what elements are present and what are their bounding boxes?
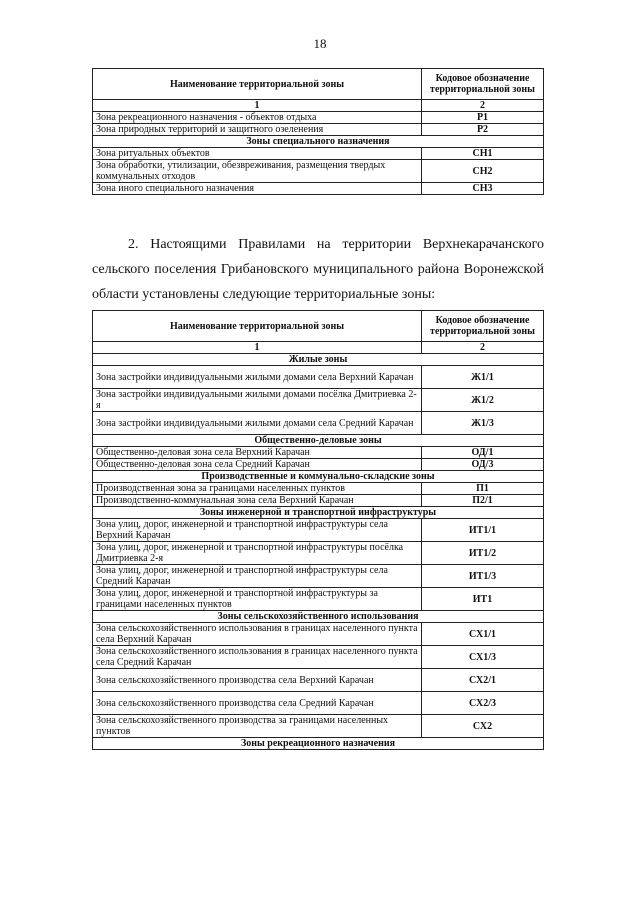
zone-code: ОД/3	[422, 459, 544, 471]
column-numbering-row	[93, 342, 544, 354]
table-row	[93, 565, 544, 588]
zone-name: Зона сельскохозяйственного производства села Верхний Карачан	[93, 669, 422, 692]
zone-code: СХ1/3	[422, 646, 544, 669]
group-header-row	[93, 435, 544, 447]
column-number: 1	[93, 100, 422, 112]
table-row	[93, 692, 544, 715]
zone-code: Р2	[422, 124, 544, 136]
zone-code: ИТ1/1	[422, 519, 544, 542]
page-number: 18	[313, 36, 327, 51]
zone-code: П1	[422, 483, 544, 495]
zones-table-continued	[92, 68, 544, 195]
zone-name: Зона улиц, дорог, инженерной и транспортной инфраструктуры села Верхний Карачан	[93, 519, 422, 542]
table-row	[93, 124, 544, 136]
group-header-row	[93, 507, 544, 519]
zone-name: Зона рекреационного назначения - объектов отдыха	[93, 112, 422, 124]
table-row	[93, 715, 544, 738]
zone-name: Зона сельскохозяйственного использования в границах населенного пункта села Средний Карачан	[93, 646, 422, 669]
group-header-row	[93, 354, 544, 366]
table-row	[93, 447, 544, 459]
zone-code: СХ2/1	[422, 669, 544, 692]
zone-code: Р1	[422, 112, 544, 124]
zone-code: Ж1/2	[422, 389, 544, 412]
zone-name: Зона ритуальных объектов	[93, 148, 422, 160]
zone-name: Зона улиц, дорог, инженерной и транспортной инфраструктуры за границами населенных пунктов	[93, 588, 422, 611]
group-header-row	[93, 136, 544, 148]
zone-name: Зона иного специального назначения	[93, 183, 422, 195]
zone-name: Зона застройки индивидуальными жилыми домами села Средний Карачан	[93, 412, 422, 435]
group-title: Жилые зоны	[93, 354, 544, 366]
table-header-row	[93, 311, 544, 342]
zones-table	[92, 310, 544, 750]
header-zone-code: Кодовое обозначение территориальной зоны	[422, 311, 544, 342]
header-zone-name: Наименование территориальной зоны	[93, 311, 422, 342]
zone-code: СХ1/1	[422, 623, 544, 646]
group-header-row	[93, 611, 544, 623]
zone-name: Производственная зона за границами населенных пунктов	[93, 483, 422, 495]
table-row	[93, 646, 544, 669]
zone-name: Зона сельскохозяйственного производства за границами населенных пунктов	[93, 715, 422, 738]
zone-name: Общественно-деловая зона села Верхний Карачан	[93, 447, 422, 459]
zone-name: Общественно-деловая зона села Средний Карачан	[93, 459, 422, 471]
group-header-row	[93, 738, 544, 750]
zone-code: Ж1/3	[422, 412, 544, 435]
group-title: Зоны рекреационного назначения	[93, 738, 544, 750]
zone-code: СН1	[422, 148, 544, 160]
zone-code: СН3	[422, 183, 544, 195]
table-row	[93, 588, 544, 611]
zone-name: Зона улиц, дорог, инженерной и транспортной инфраструктуры посёлка Дмитриевка 2-я	[93, 542, 422, 565]
zone-code: ИТ1/3	[422, 565, 544, 588]
column-number: 2	[422, 100, 544, 112]
group-title: Зоны специального назначения	[93, 136, 544, 148]
zone-name: Зона застройки индивидуальными жилыми домами села Верхний Карачан	[93, 366, 422, 389]
zone-code: ИТ1	[422, 588, 544, 611]
zone-name: Зона улиц, дорог, инженерной и транспортной инфраструктуры села Средний Карачан	[93, 565, 422, 588]
table-row	[93, 495, 544, 507]
table-row	[93, 519, 544, 542]
table-row	[93, 542, 544, 565]
group-title: Общественно-деловые зоны	[93, 435, 544, 447]
group-title: Производственные и коммунально-складские зоны	[93, 471, 544, 483]
table-row	[93, 183, 544, 195]
table-row	[93, 148, 544, 160]
table-header-row	[93, 69, 544, 100]
body-paragraph: 2. Настоящими Правилами на территории Верхнекарачанского сельского поселения Грибановского муниципального района Воронежской области установлены следующие территориальные зоны:	[92, 237, 544, 302]
table-row	[93, 483, 544, 495]
zone-name: Производственно-коммунальная зона села Верхний Карачан	[93, 495, 422, 507]
zone-name: Зона сельскохозяйственного использования в границах населенного пункта села Верхний Карачан	[93, 623, 422, 646]
zone-code: ОД/1	[422, 447, 544, 459]
zone-code: СН2	[422, 160, 544, 183]
zone-code: П2/1	[422, 495, 544, 507]
table-row	[93, 459, 544, 471]
zone-name: Зона природных территорий и защитного озеленения	[93, 124, 422, 136]
zone-name: Зона обработки, утилизации, обезвреживания, размещения твердых коммунальных отходов	[93, 160, 422, 183]
zone-name: Зона застройки индивидуальными жилыми домами посёлка Дмитриевка 2-я	[93, 389, 422, 412]
table-row	[93, 112, 544, 124]
column-numbering-row	[93, 100, 544, 112]
table-row	[93, 160, 544, 183]
zone-code: Ж1/1	[422, 366, 544, 389]
group-title: Зоны инженерной и транспортной инфраструктуры	[93, 507, 544, 519]
group-header-row	[93, 471, 544, 483]
header-zone-name: Наименование территориальной зоны	[93, 69, 422, 100]
table-row	[93, 623, 544, 646]
zone-code: СХ2	[422, 715, 544, 738]
table-row	[93, 412, 544, 435]
table-row	[93, 366, 544, 389]
header-zone-code: Кодовое обозначение территориальной зоны	[422, 69, 544, 100]
table-row	[93, 669, 544, 692]
table-row	[93, 389, 544, 412]
zone-code: СХ2/3	[422, 692, 544, 715]
zone-name: Зона сельскохозяйственного производства села Средний Карачан	[93, 692, 422, 715]
column-number: 2	[422, 342, 544, 354]
column-number: 1	[93, 342, 422, 354]
group-title: Зоны сельскохозяйственного использования	[93, 611, 544, 623]
zone-code: ИТ1/2	[422, 542, 544, 565]
